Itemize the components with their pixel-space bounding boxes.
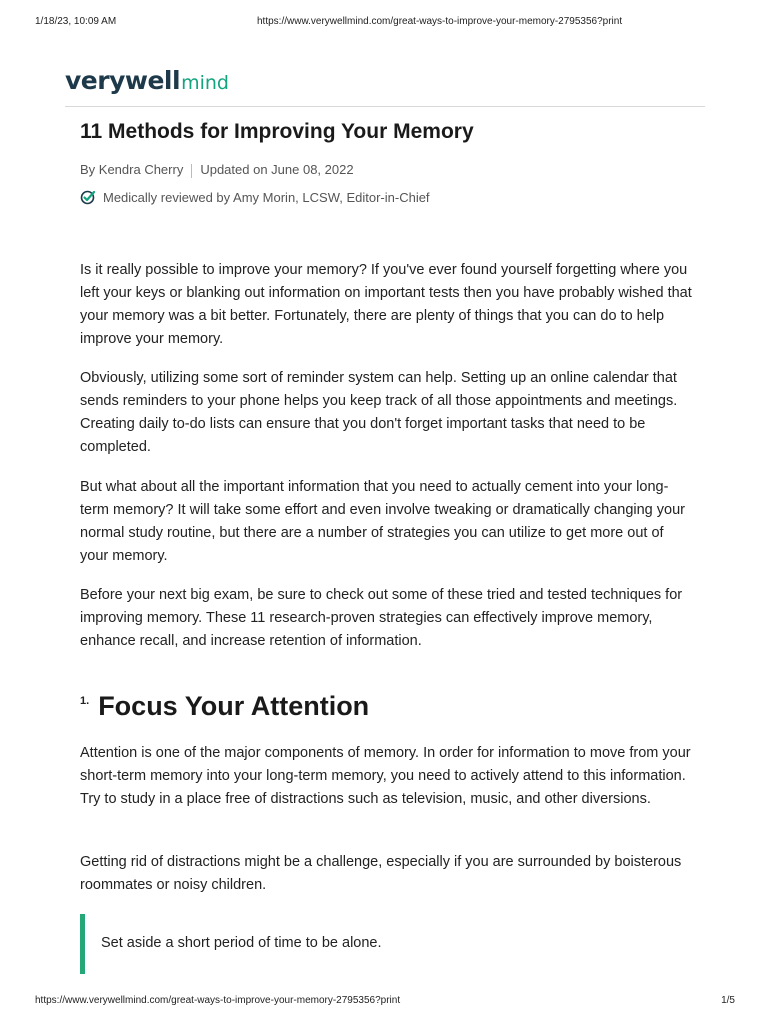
intro-paragraph: Is it really possible to improve your memory? If you've ever found yourself forgetting where you left your keys or blanking out information on important tests then you have probably wished that your memory was a bit better. Fortunately, there are plenty of things that you can do to help improve your memory. bbox=[80, 262, 692, 347]
footer-url: https://www.verywellmind.com/great-ways-to-improve-your-memory-2795356?print bbox=[35, 995, 401, 1006]
section-heading bbox=[80, 691, 692, 722]
print-url: https://www.verywellmind.com/great-ways-to-improve-your-memory-2795356?print bbox=[257, 16, 623, 27]
page-number: 1/5 bbox=[721, 995, 735, 1006]
medical-review bbox=[80, 189, 692, 205]
intro-paragraph: Obviously, utilizing some sort of reminder system can help. Setting up an online calendar that sends reminders to your phone helps you keep track of all those appointments and meetings. Creating daily to-do lists can ensure that you don't forget important tasks that need to be completed. bbox=[80, 370, 678, 455]
print-header bbox=[35, 16, 735, 30]
print-datetime: 1/18/23, 10:09 AM bbox=[35, 16, 117, 27]
updated-date: Updated on June 08, 2022 bbox=[200, 162, 354, 177]
tip-callout bbox=[80, 914, 697, 974]
logo-sub: mind bbox=[181, 72, 229, 94]
intro-paragraph: But what about all the important information that you need to actually cement into your long-term memory? It will take some effort and even involve tweaking or dramatically changing your normal study routine, but there are a number of strategies you can utilize to get more out of your memory. bbox=[80, 479, 685, 564]
section-heading-text: Focus Your Attention bbox=[98, 691, 370, 721]
logo-brand: verywell bbox=[65, 66, 181, 95]
site-logo[interactable] bbox=[65, 66, 229, 100]
intro-paragraph: Before your next big exam, be sure to check out some of these tried and tested techniques for improving memory. These 11 research-proven strategies can effectively improve memory, enhance recall, and increase retention of information. bbox=[80, 587, 683, 649]
section-paragraph: Attention is one of the major components of memory. In order for information to move from your short-term memory into your long-term memory, you need to actively attend to this information. Try to study in a place free of distractions such as television, music, and other diversions. bbox=[80, 745, 691, 807]
article-title: 11 Methods for Improving Your Memory bbox=[80, 120, 474, 143]
verified-check-icon bbox=[80, 189, 96, 205]
print-footer bbox=[35, 995, 735, 1009]
author-link[interactable]: By Kendra Cherry bbox=[80, 162, 184, 177]
reviewer-text[interactable]: Medically reviewed by Amy Morin, LCSW, Editor-in-Chief bbox=[103, 189, 430, 205]
section-paragraph: Getting rid of distractions might be a challenge, especially if you are surrounded by boisterous roommates or noisy children. bbox=[80, 854, 682, 893]
header-divider bbox=[65, 106, 705, 107]
section-number: 1. bbox=[80, 695, 90, 707]
byline-separator bbox=[191, 164, 192, 178]
byline bbox=[80, 162, 692, 178]
callout-text: Set aside a short period of time to be alone. bbox=[101, 935, 382, 951]
